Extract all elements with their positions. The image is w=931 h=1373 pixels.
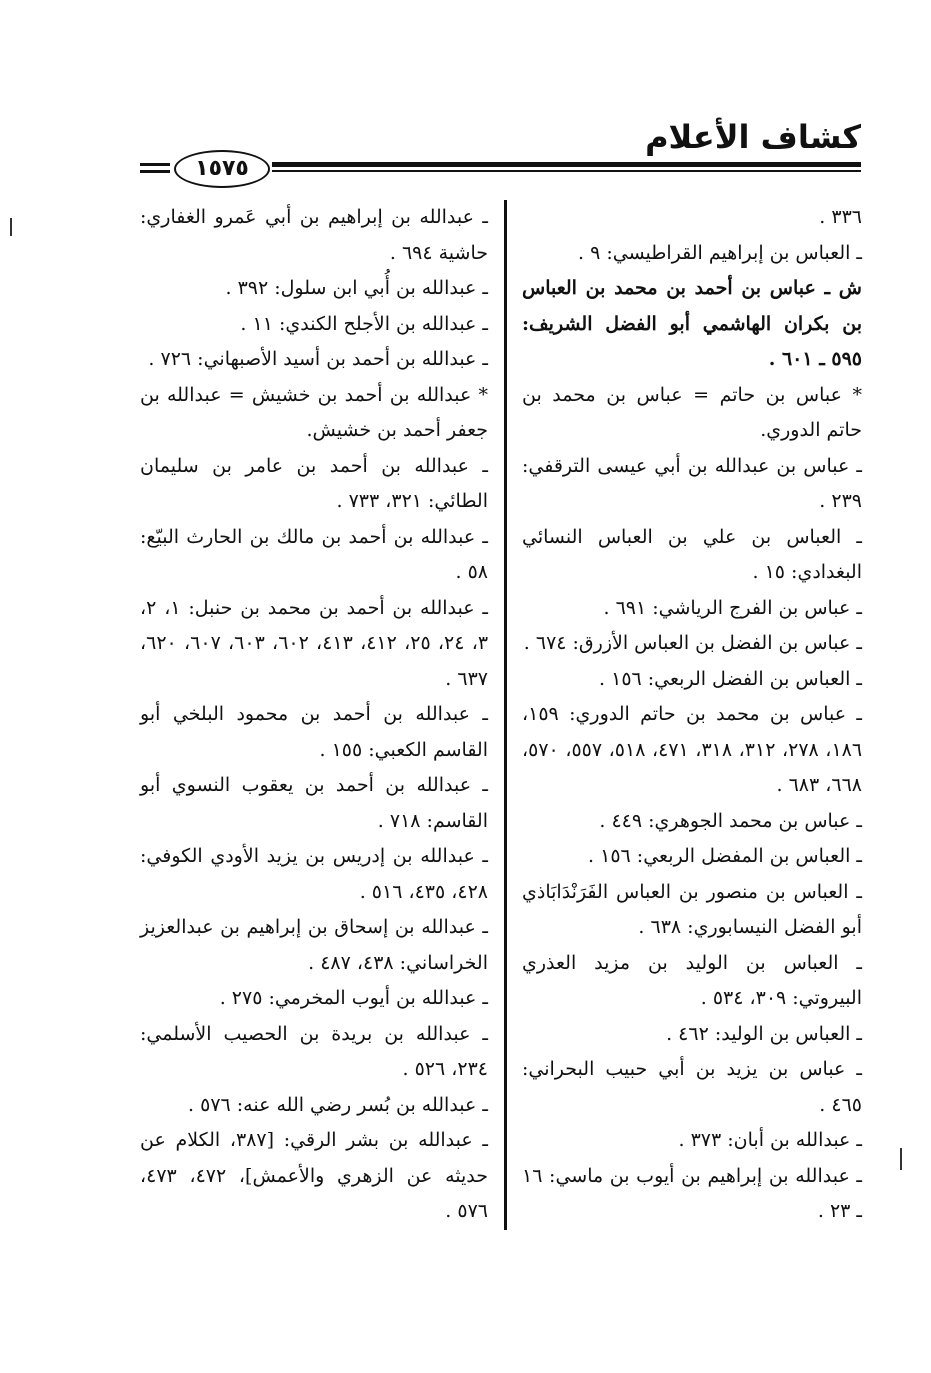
header-rule-left-bottom — [140, 170, 170, 173]
index-entry: ـ العباس بن الوليد: ٤٦٢ . — [666, 1022, 862, 1045]
page-number: ١٥٧٥ — [174, 150, 270, 188]
index-entry: ـ عبدالله بن بُسر رضي الله عنه: ٥٧٦ . — [188, 1093, 488, 1116]
index-entry: ـ عبدالله بن أحمد بن يعقوب النسوي أبو القاسم: ٧١٨ . — [140, 774, 488, 832]
index-entry: ـ عبدالله بن أحمد بن عامر بن سليمان الطائي: ٣٢١، ٧٣٣ . — [140, 454, 488, 512]
index-entry: * عباس بن حاتم = عباس بن محمد بن حاتم الدوري. — [522, 383, 862, 441]
index-entry: ـ عبدالله بن بشر الرقي: [٣٨٧، الكلام عن حديثه عن الزهري والأعمش]، ٤٧٢، ٤٧٣، ٥٧٦ . — [140, 1129, 488, 1222]
index-entry: ـ عبدالله بن أيوب المخرمي: ٢٧٥ . — [219, 987, 488, 1009]
index-entry: ـ العباس بن المفضل الربعي: ١٥٦ . — [588, 845, 862, 867]
index-entry: ـ عباس بن عبدالله بن أبي عيسى الترقفي: ٢٣٩ . — [522, 454, 862, 512]
index-entry: ـ العباس بن الوليد بن مزيد العذري البيروتي: ٣٠٩، ٥٣٤ . — [522, 951, 862, 1009]
index-entry: ـ عبدالله بن أبان: ٣٧٣ . — [678, 1129, 862, 1151]
scan-margin-mark — [10, 218, 12, 236]
index-entry: ـ عباس بن الفرج الرياشي: ٦٩١ . — [603, 596, 862, 619]
header-rule-thin — [272, 170, 861, 172]
index-entry: ـ عبدالله بن إبراهيم بن أيوب بن ماسي: ١٦ ـ ٢٣ . — [522, 1164, 862, 1222]
index-entry: ـ عبدالله بن إسحاق بن إبراهيم بن عبدالعزيز الخراساني: ٤٣٨، ٤٨٧ . — [140, 916, 488, 974]
index-entry: ـ عبدالله بن أحمد بن محمود البلخي أبو القاسم الكعبي: ١٥٥ . — [140, 703, 488, 761]
index-entry: ـ العباس بن الفضل الربعي: ١٥٦ . — [599, 667, 862, 690]
index-entry: ـ عبدالله بن أحمد بن أسيد الأصبهاني: ٧٢٦ . — [148, 348, 488, 370]
running-title: كشاف الأعلام — [645, 118, 861, 156]
index-column-left — [140, 200, 488, 1230]
index-entry: ـ العباس بن علي بن العباس النسائي البغدادي: ١٥ . — [522, 525, 862, 583]
index-column-right — [522, 200, 862, 1230]
index-entry: * عبدالله بن أحمد بن خشيش = عبدالله بن جعفر أحمد بن خشيش. — [140, 383, 488, 441]
index-entry: ٣٣٦ . — [819, 206, 862, 228]
index-entry: ـ عباس بن الفضل بن العباس الأزرق: ٦٧٤ . — [523, 632, 862, 654]
index-entry: ـ عبدالله بن الأجلح الكندي: ١١ . — [240, 312, 488, 335]
index-entry: ـ عبدالله بن إدريس بن يزيد الأودي الكوفي: ٤٢٨، ٤٣٥، ٥١٦ . — [140, 845, 488, 903]
index-entry: ـ عباس بن محمد بن حاتم الدوري: ١٥٩، ١٨٦، ٢٧٨، ٣١٢، ٣١٨، ٤٧١، ٥١٨، ٥٥٧، ٥٧٠، ٦٦٨، ٦٨٣ . — [522, 703, 863, 796]
index-entry: ـ عبدالله بن إبراهيم بن أبي عَمرو الغفاري: حاشية ٦٩٤ . — [140, 206, 488, 264]
index-entry: ـ العباس بن منصور بن العباس الفَرَنْدَابَاذي أبو الفضل النيسابوري: ٦٣٨ . — [522, 880, 862, 938]
index-entry: ـ عبدالله بن أحمد بن مالك بن الحارث البيّع: ٥٨ . — [140, 525, 488, 583]
index-entry: ـ عبدالله بن أُبي ابن سلول: ٣٩٢ . — [225, 277, 488, 299]
index-entry: ـ العباس بن إبراهيم القراطيسي: ٩ . — [578, 241, 862, 264]
header-rule-thick — [272, 162, 861, 167]
index-entry: ـ عباس بن محمد الجوهري: ٤٤٩ . — [599, 809, 862, 832]
column-divider — [504, 200, 507, 1230]
index-entry: ش ـ عباس بن أحمد بن محمد بن العباس بن بكران الهاشمي أبو الفضل الشريف: ٥٩٥ ـ ٦٠١ . — [522, 277, 862, 370]
header-rule-left-top — [140, 163, 170, 166]
index-entry: ـ عبدالله بن أحمد بن محمد بن حنبل: ١، ٢، ٣، ٢٤، ٢٥، ٤١٢، ٤١٣، ٦٠٢، ٦٠٣، ٦٠٧، ٦٢٠، ٦٣٧ . — [140, 596, 489, 690]
index-entry: ـ عباس بن يزيد بن أبي حبيب البحراني: ٤٦٥ . — [522, 1058, 862, 1116]
scan-margin-mark — [900, 1148, 902, 1170]
index-entry: ـ عبدالله بن بريدة بن الحصيب الأسلمي: ٢٣٤، ٥٢٦ . — [140, 1022, 488, 1080]
